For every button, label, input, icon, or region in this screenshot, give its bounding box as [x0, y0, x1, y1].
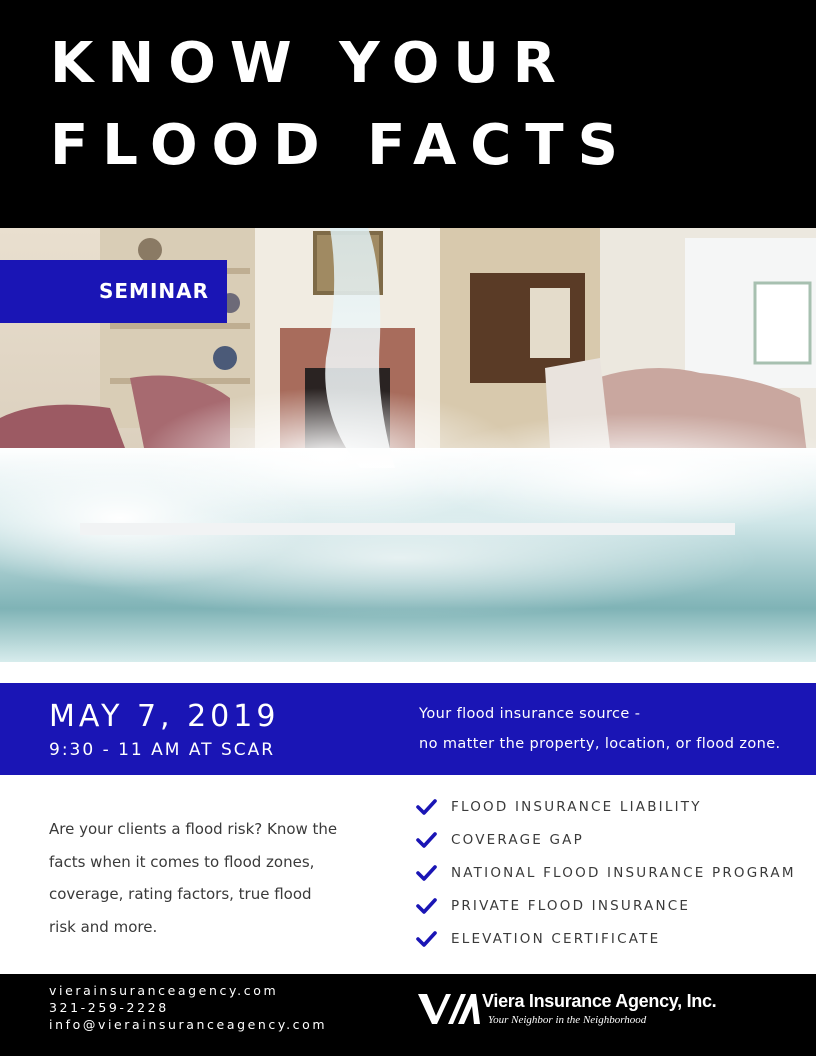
topic-item — [416, 790, 796, 823]
footer-website: vierainsuranceagency.com — [49, 983, 279, 998]
topic-label: ELEVATION CERTIFICATE — [451, 930, 661, 947]
seminar-tag: SEMINAR — [0, 260, 227, 323]
checkmark-icon — [416, 799, 437, 815]
topic-item — [416, 823, 796, 856]
topic-item — [416, 922, 796, 955]
event-time-place: 9:30 - 11 AM AT SCAR — [49, 740, 276, 760]
event-date: MAY 7, 2019 — [49, 699, 280, 734]
logo-name: Viera Insurance Agency, Inc. — [482, 991, 717, 1011]
topic-item — [416, 856, 796, 889]
intro-paragraph: Are your clients a flood risk? Know the facts when it comes to flood zones, coverage, rating factors, true flood risk and more. — [49, 820, 338, 936]
topic-item — [416, 889, 796, 922]
checkmark-icon — [416, 832, 437, 848]
topic-label: PRIVATE FLOOD INSURANCE — [451, 897, 691, 914]
via-logo-icon — [418, 992, 480, 1026]
agency-logo — [418, 990, 717, 1030]
topic-label: FLOOD INSURANCE LIABILITY — [451, 798, 702, 815]
tagline-line-1: Your flood insurance source - — [419, 706, 641, 722]
footer-phone: 321-259-2228 — [49, 1000, 169, 1015]
tagline-line-2: no matter the property, location, or flood zone. — [419, 736, 781, 752]
topics-checklist — [416, 790, 796, 955]
logo-slogan: Your Neighbor in the Neighborhood — [488, 1014, 647, 1026]
checkmark-icon — [416, 898, 437, 914]
topic-label: NATIONAL FLOOD INSURANCE PROGRAM — [451, 864, 796, 881]
title-line-1: KNOW YOUR — [50, 31, 570, 96]
checkmark-icon — [416, 865, 437, 881]
topic-label: COVERAGE GAP — [451, 831, 584, 848]
checkmark-icon — [416, 931, 437, 947]
title-line-2: FLOOD FACTS — [50, 113, 632, 178]
footer-email: info@vierainsuranceagency.com — [49, 1017, 328, 1032]
